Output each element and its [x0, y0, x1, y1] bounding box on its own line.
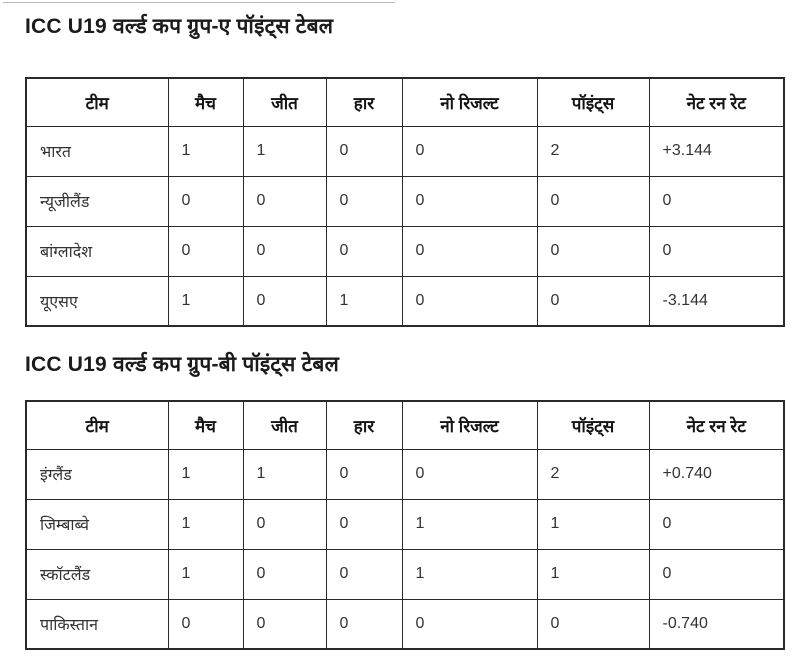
value-cell: 2: [537, 126, 649, 176]
table-row: [26, 276, 784, 326]
value-cell: 1: [402, 549, 537, 599]
value-cell: +0.740: [649, 449, 784, 499]
value-cell: 0: [326, 126, 402, 176]
header-cell: जीत: [243, 401, 326, 449]
value-cell: 0: [326, 599, 402, 649]
top-divider-line: [3, 2, 395, 3]
value-cell: 0: [649, 499, 784, 549]
value-cell: 1: [168, 499, 243, 549]
table-row: [26, 449, 784, 499]
value-cell: 1: [168, 276, 243, 326]
team-cell: यूएसए: [26, 276, 168, 326]
team-cell: न्यूजीलैंड: [26, 176, 168, 226]
value-cell: 1: [537, 499, 649, 549]
value-cell: 1: [537, 549, 649, 599]
value-cell: +3.144: [649, 126, 784, 176]
value-cell: 0: [537, 599, 649, 649]
value-cell: 0: [326, 499, 402, 549]
header-cell: मैच: [168, 401, 243, 449]
header-cell: पॉइंट्स: [537, 401, 649, 449]
value-cell: 1: [168, 449, 243, 499]
header-cell: टीम: [26, 401, 168, 449]
header-cell: पॉइंट्स: [537, 78, 649, 126]
value-cell: 0: [649, 549, 784, 599]
value-cell: 0: [243, 176, 326, 226]
group-a-points-table: [25, 77, 785, 327]
value-cell: 0: [402, 599, 537, 649]
header-row: [26, 78, 784, 126]
value-cell: 0: [326, 226, 402, 276]
value-cell: 0: [649, 226, 784, 276]
group-b-title: ICC U19 वर्ल्ड कप ग्रुप-बी पॉइंट्स टेबल: [25, 353, 340, 376]
value-cell: 0: [402, 126, 537, 176]
team-cell: पाकिस्तान: [26, 599, 168, 649]
table-row: [26, 226, 784, 276]
header-cell: हार: [326, 401, 402, 449]
value-cell: 0: [326, 449, 402, 499]
table-row: [26, 499, 784, 549]
value-cell: 1: [243, 126, 326, 176]
team-cell: जिम्बाब्वे: [26, 499, 168, 549]
value-cell: 1: [326, 276, 402, 326]
value-cell: 0: [402, 276, 537, 326]
value-cell: 0: [402, 226, 537, 276]
header-cell: नेट रन रेट: [649, 78, 784, 126]
value-cell: 0: [326, 549, 402, 599]
table-row: [26, 176, 784, 226]
value-cell: -3.144: [649, 276, 784, 326]
team-cell: स्कॉटलैंड: [26, 549, 168, 599]
value-cell: 0: [243, 549, 326, 599]
group-b-points-table: [25, 400, 785, 650]
value-cell: 0: [168, 176, 243, 226]
value-cell: 0: [649, 176, 784, 226]
table-row: [26, 549, 784, 599]
value-cell: 0: [168, 599, 243, 649]
value-cell: 0: [243, 599, 326, 649]
header-cell: मैच: [168, 78, 243, 126]
header-row: [26, 401, 784, 449]
value-cell: 0: [243, 226, 326, 276]
value-cell: 0: [168, 226, 243, 276]
team-cell: बांग्लादेश: [26, 226, 168, 276]
value-cell: 0: [326, 176, 402, 226]
value-cell: 1: [168, 549, 243, 599]
value-cell: 1: [243, 449, 326, 499]
team-cell: इंग्लैंड: [26, 449, 168, 499]
value-cell: 0: [402, 176, 537, 226]
header-cell: हार: [326, 78, 402, 126]
header-cell: नो रिजल्ट: [402, 78, 537, 126]
value-cell: 2: [537, 449, 649, 499]
header-cell: टीम: [26, 78, 168, 126]
value-cell: 0: [537, 276, 649, 326]
group-a-title: ICC U19 वर्ल्ड कप ग्रुप-ए पॉइंट्स टेबल: [25, 15, 334, 38]
header-cell: जीत: [243, 78, 326, 126]
header-cell: नो रिजल्ट: [402, 401, 537, 449]
value-cell: 0: [537, 176, 649, 226]
header-cell: नेट रन रेट: [649, 401, 784, 449]
value-cell: 0: [537, 226, 649, 276]
value-cell: 0: [402, 449, 537, 499]
value-cell: 1: [402, 499, 537, 549]
team-cell: भारत: [26, 126, 168, 176]
value-cell: 1: [168, 126, 243, 176]
value-cell: -0.740: [649, 599, 784, 649]
table-row: [26, 126, 784, 176]
table-row: [26, 599, 784, 649]
value-cell: 0: [243, 276, 326, 326]
value-cell: 0: [243, 499, 326, 549]
